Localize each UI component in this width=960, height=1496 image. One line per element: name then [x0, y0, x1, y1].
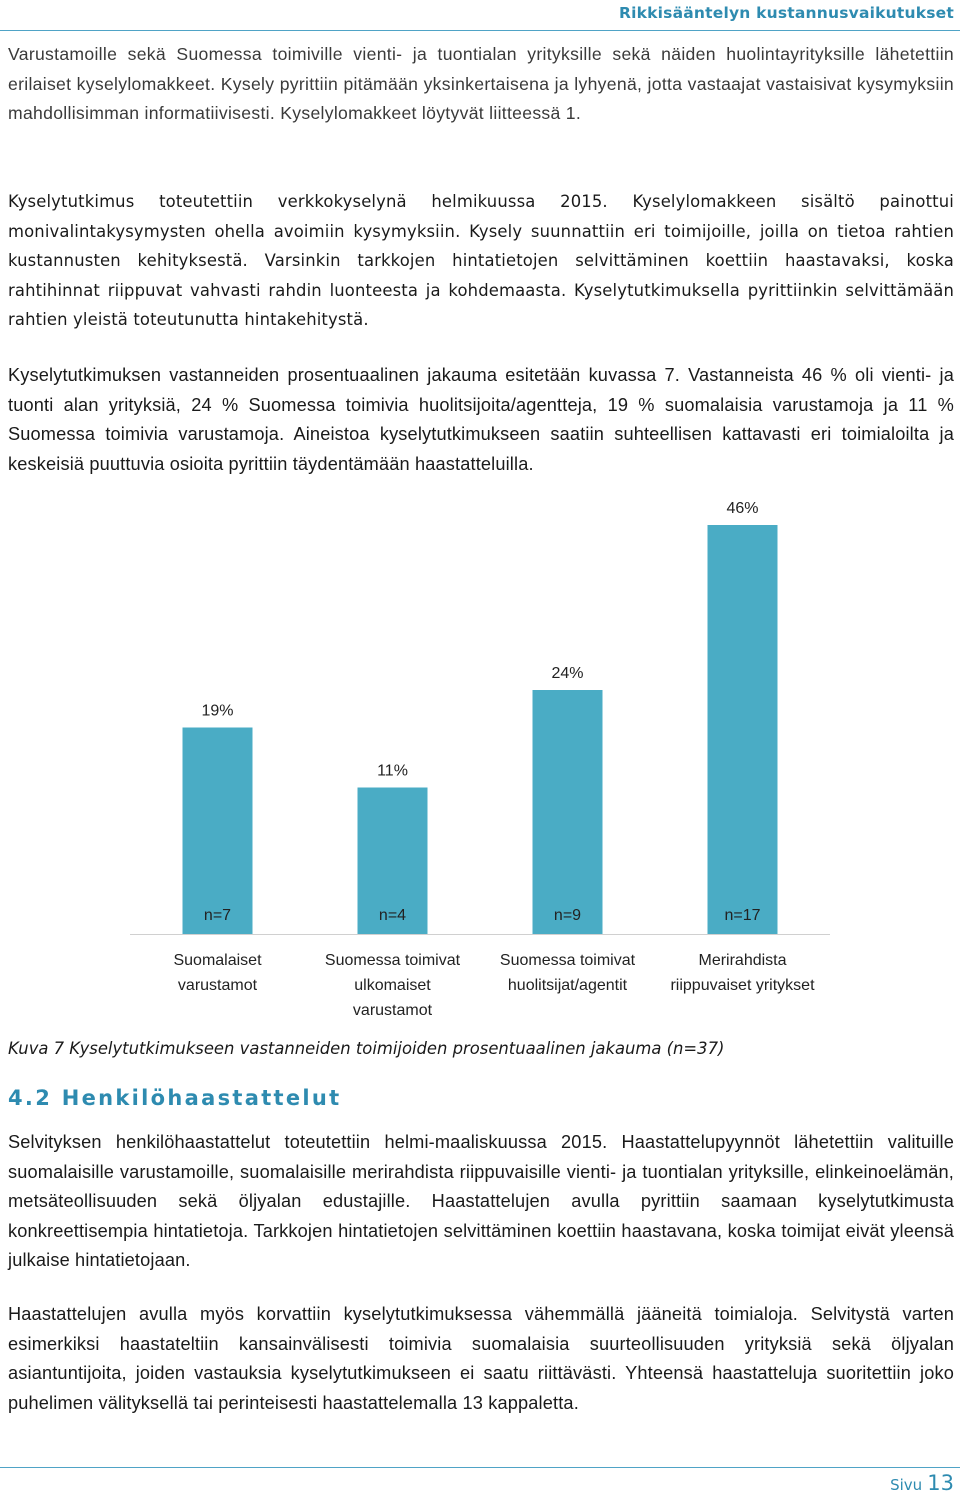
bar-value-label: 46%: [726, 500, 759, 517]
category-label-line: Merirahdista: [698, 952, 787, 969]
bar-n-label: n=7: [203, 907, 232, 924]
section-heading: [8, 1086, 342, 1110]
paragraph-intro: Varustamoille sekä Suomessa toimiville vienti- ja tuontialan yrityksille sekä näiden huolintayrityksille lähetettiin erilaiset kyselylomakkeet. Kysely pyrittiin pitämään yksinkertaisena ja lyhyenä, jotta vastaajat vastaisivat kysymyksiin mahdollisimman informatiivisesti. Kyselylomakkeet löytyvät liitteessä 1.: [8, 44, 954, 123]
paragraph-interviews: Selvityksen henkilöhaastattelut toteutettiin helmi-maaliskuussa 2015. Haastattelupyynnöt lähetettiin valituille suomalaisille varustamoille, suomalaisille merirahdista riippuvaisille vienti- ja tuontialan yrityksille, elinkeinoelämän, metsäteollisuuden sekä öljyalan edustajille. Haastattelujen avulla pyrittiin saamaan kyselytutkimusta konkreettisempia hintatietoja. Tarkkojen hintatietojen selvittäminen koettiin haastavana, koska toimijat eivät yleensä julkaise hintatietojaan.: [8, 1132, 954, 1270]
bar-n-label: n=17: [724, 907, 761, 924]
bar-n-label: n=9: [553, 907, 582, 924]
bar-n-label: n=4: [378, 907, 407, 924]
category-label-line: Suomessa toimivat: [499, 952, 636, 969]
category-label: [483, 948, 653, 998]
category-label-line: varustamot: [352, 1002, 433, 1019]
category-label-line: huolitsijat/agentit: [507, 977, 628, 994]
bar-value-label: 24%: [551, 665, 584, 682]
bar-value-label: 19%: [201, 702, 234, 720]
bar-value-label: 11%: [377, 762, 408, 780]
respondent-distribution-chart: [130, 500, 830, 1028]
footer-divider: [0, 1467, 960, 1468]
category-label: [658, 948, 828, 998]
section-title: Henkilöhaastattelut: [61, 1086, 342, 1110]
running-header: Rikkisääntelyn kustannusvaikutukset: [618, 4, 954, 22]
page-number: 13: [927, 1471, 954, 1495]
figure-caption: Kuva 7 Kyselytutkimukseen vastanneiden toimijoiden prosentuaalinen jakauma (n=37): [8, 1039, 725, 1058]
section-number: 4.2: [8, 1086, 53, 1110]
paragraph-survey-method: Kyselytutkimus toteutettiin verkkokyselynä helmikuussa 2015. Kyselylomakkeen sisältö painottui monivalintakysymysten ohella avoimiin kysymyksiin. Kysely suunnattiin eri toimijoille, joilla on tietoa rahtien kustannusten kehityksestä. Varsinkin tarkkojen hintatietojen selvittäminen koettiin haastavaksi, koska rahtihinnat riippuvat vahvasti rahdin luonteesta ja kohdemaasta. Kyselytutkimuksella pyrittiinkin selvittämään rahtien yleistä toteutunutta hintakehitystä.: [8, 192, 954, 329]
chart-plot-area: [130, 500, 830, 942]
category-label: [308, 948, 478, 1023]
category-label-line: varustamot: [177, 977, 258, 994]
category-label-line: Suomessa toimivat: [324, 952, 461, 969]
page-footer: [890, 1471, 954, 1495]
paragraph-survey-results: Kyselytutkimuksen vastanneiden prosentuaalinen jakauma esitetään kuvassa 7. Vastanneista 46 % oli vienti- ja tuonti alan yrityksiä, 24 % Suomessa toimivia huolitsijoita/agentteja, 19 % suomalaisia varustamoja ja 11 % Suomessa toimivia varustamoja. Aineistoa kyselytutkimukseen saatiin suhteellisen kattavasti eri toimialoilta ja keskeisiä puuttuvia osioita pyrittiin täydentämään haastatteluilla.: [8, 365, 954, 474]
header-divider: [0, 30, 960, 31]
bar-1: [183, 728, 253, 935]
category-label-line: riippuvaiset yritykset: [670, 977, 815, 994]
bar-4: [708, 525, 778, 934]
category-label: [133, 948, 303, 998]
page-label: Sivu: [890, 1476, 923, 1494]
category-label-line: ulkomaiset: [354, 977, 431, 994]
paragraph-interviews-2: Haastattelujen avulla myös korvattiin kyselytutkimuksessa vähemmällä jääneitä toimialoja. Selvitystä varten esimerkiksi haastateltiin kansainvälisesti toimivia suomalaisia suurteollisuuden yrityksiä sekä öljyalan asiantuntijoita, joiden vastauksia kyselytutkimukseen ei saatu riittävästi. Yhteensä haastatteluja suoritettiin joko puhelimen välityksellä tai perinteisesti haastattelemalla 13 kappaletta.: [8, 1304, 954, 1413]
bar-3: [533, 690, 603, 934]
category-label-line: Suomalaiset: [173, 952, 262, 969]
